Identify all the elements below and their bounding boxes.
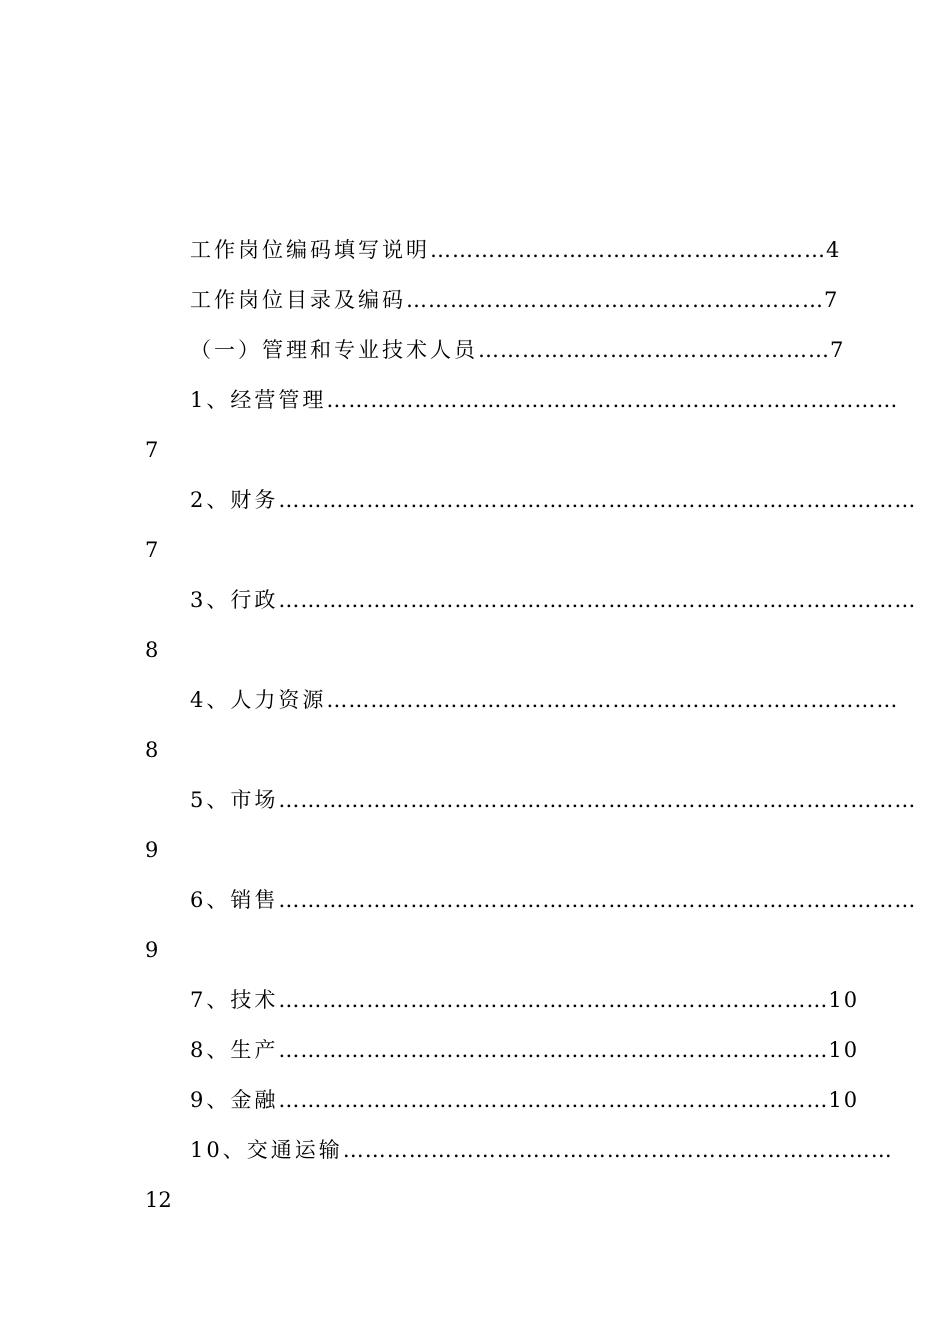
toc-entry[interactable] xyxy=(0,475,950,575)
toc-entry-title: 1、经营管理 xyxy=(190,388,327,412)
dot-leader: …………………………………………………………………………… xyxy=(278,488,917,512)
toc-entry-line xyxy=(190,225,842,275)
toc-entry[interactable] xyxy=(0,325,950,375)
toc-entry[interactable] xyxy=(0,1075,950,1125)
toc-entry-page: 10 xyxy=(828,1088,860,1112)
toc-entry[interactable] xyxy=(0,1125,950,1225)
dot-leader: …………………………………………………………………… xyxy=(326,688,899,712)
toc-entry-title: 4、人力资源 xyxy=(190,688,327,712)
toc-entry-page: 7 xyxy=(824,288,840,312)
toc-entry-page-wrapped: 8 xyxy=(145,738,159,762)
toc-entry[interactable] xyxy=(0,975,950,1025)
dot-leader: ……………………………………………… xyxy=(430,238,826,262)
toc-entry[interactable] xyxy=(0,1025,950,1075)
dot-leader: …………………………………………………………………………… xyxy=(278,888,917,912)
toc-entry-page-wrapped: 7 xyxy=(145,438,159,462)
toc-entry-line xyxy=(190,675,899,725)
toc-entry[interactable] xyxy=(0,675,950,775)
toc-entry-title: 工作岗位目录及编码 xyxy=(190,288,406,312)
toc-entry-page-wrapped: 8 xyxy=(145,638,159,662)
toc-entry-line xyxy=(190,325,846,375)
toc-entry-title: 10、交通运输 xyxy=(190,1138,343,1162)
toc-entry-page: 7 xyxy=(830,338,846,362)
dot-leader: …………………………………………………………………………… xyxy=(278,788,917,812)
toc-entry[interactable] xyxy=(0,275,950,325)
dot-leader: …………………………………………………………………………… xyxy=(278,588,917,612)
toc-entry[interactable] xyxy=(0,575,950,675)
toc-entry-line xyxy=(190,775,917,825)
toc-entry-line xyxy=(190,575,917,625)
dot-leader: ………………………………………………………………… xyxy=(342,1138,893,1162)
toc-entry-line xyxy=(190,1025,860,1075)
toc-entry-page-wrapped: 7 xyxy=(145,538,159,562)
toc-entry-line xyxy=(190,875,917,925)
toc-entry-title: 9、金融 xyxy=(190,1088,279,1112)
toc-entry-line xyxy=(190,1125,893,1175)
toc-entry-page: 4 xyxy=(826,238,842,262)
dot-leader: ………………………………………………………………… xyxy=(278,1088,829,1112)
toc-entry-title: （一）管理和专业技术人员 xyxy=(190,338,478,362)
dot-leader: ………………………………………… xyxy=(478,338,830,362)
dot-leader: ………………………………………………… xyxy=(406,288,824,312)
dot-leader: ………………………………………………………………… xyxy=(278,988,829,1012)
toc-entry-title: 工作岗位编码填写说明 xyxy=(190,238,430,262)
toc-entry-line xyxy=(190,275,840,325)
toc-entry-line xyxy=(190,1075,860,1125)
toc-entry[interactable] xyxy=(0,775,950,875)
toc-entry-line xyxy=(190,475,917,525)
toc-entry-page: 10 xyxy=(828,1038,860,1062)
toc-entry-page-wrapped: 9 xyxy=(145,938,159,962)
dot-leader: …………………………………………………………………… xyxy=(326,388,899,412)
toc-entry[interactable] xyxy=(0,875,950,975)
toc-entry-line xyxy=(190,375,899,425)
toc-entry-page-wrapped: 9 xyxy=(145,838,159,862)
toc-entry-title: 8、生产 xyxy=(190,1038,279,1062)
dot-leader: ………………………………………………………………… xyxy=(278,1038,829,1062)
toc-entry-page: 10 xyxy=(828,988,860,1012)
toc-entry-title: 6、销售 xyxy=(190,888,279,912)
toc-entry[interactable] xyxy=(0,225,950,275)
table-of-contents xyxy=(0,225,950,1225)
toc-entry[interactable] xyxy=(0,375,950,475)
toc-entry-title: 5、市场 xyxy=(190,788,279,812)
toc-entry-title: 3、行政 xyxy=(190,588,279,612)
toc-entry-title: 2、财务 xyxy=(190,488,279,512)
toc-entry-title: 7、技术 xyxy=(190,988,279,1012)
toc-entry-page-wrapped: 12 xyxy=(145,1188,172,1212)
toc-entry-line xyxy=(190,975,860,1025)
